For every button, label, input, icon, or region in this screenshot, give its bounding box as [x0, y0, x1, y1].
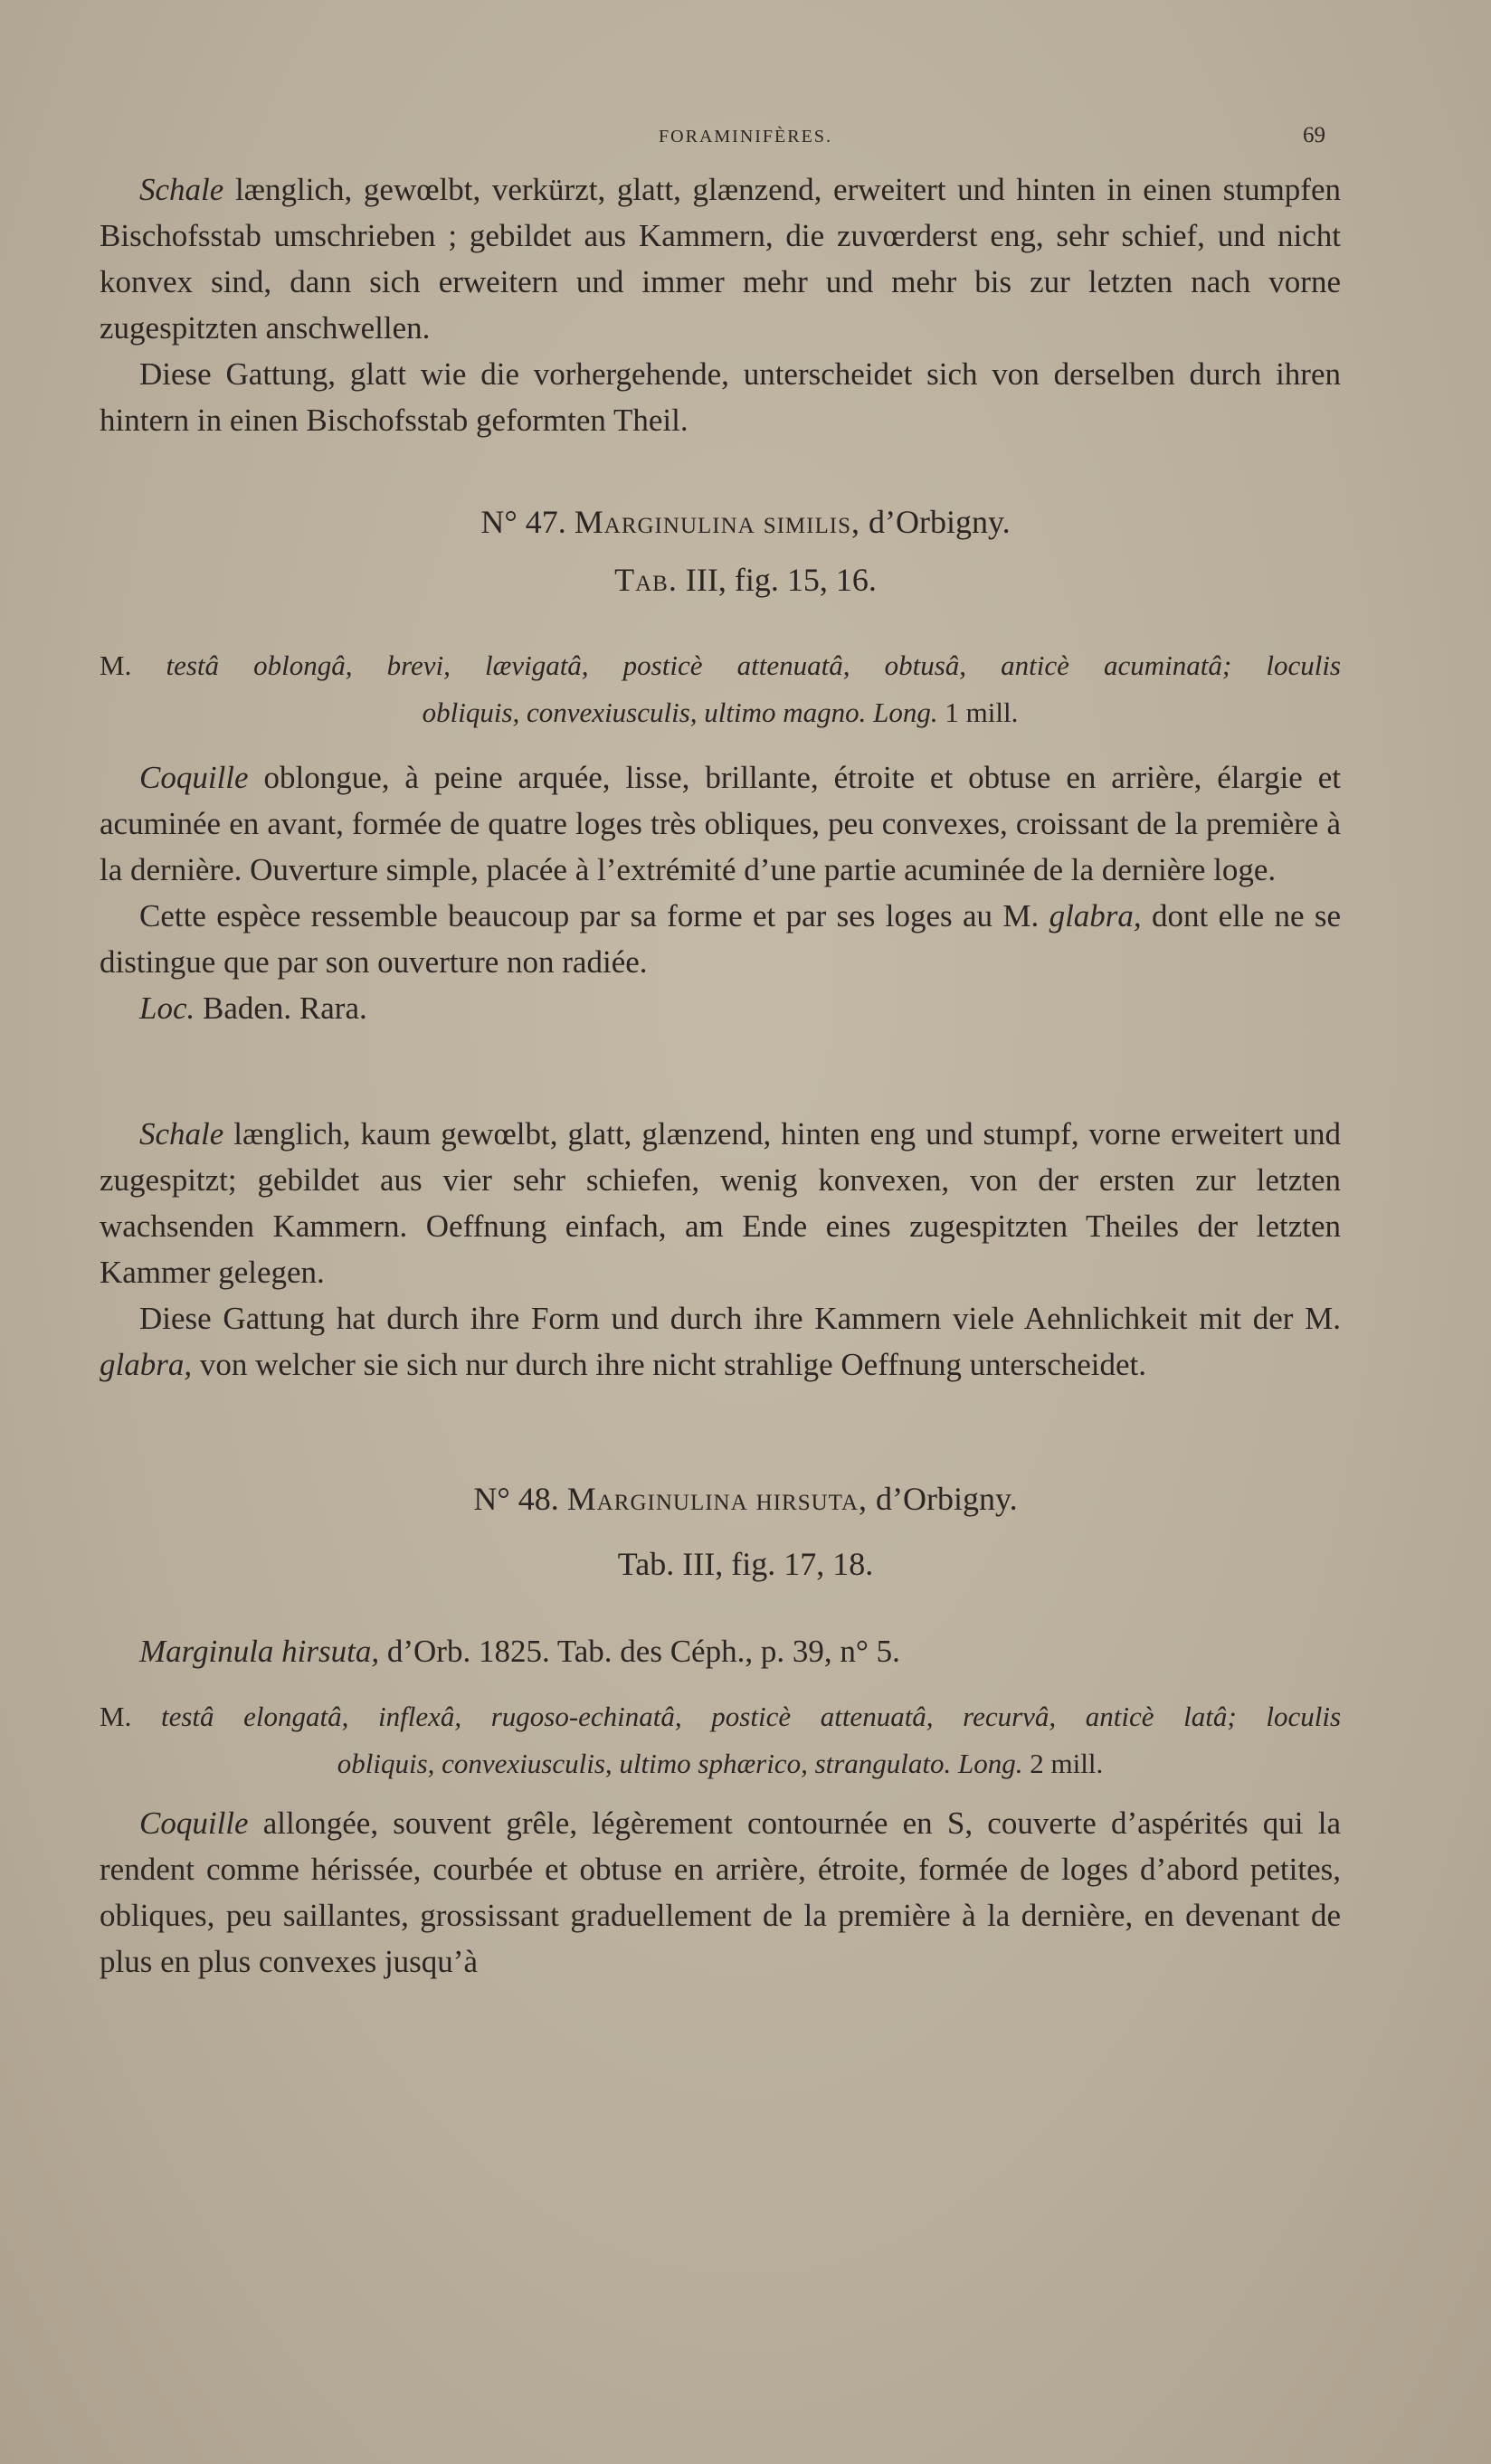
- species-47-fr-paragraph-1: [100, 754, 1341, 893]
- species-48-fr-paragraph-1: [100, 1800, 1341, 1985]
- species-48-genus: Marginulina: [566, 1481, 748, 1517]
- species-47-de-paragraph-1: [100, 1111, 1341, 1295]
- schale-word: Schale: [139, 1116, 224, 1151]
- genus-description-text: længlich, gewœlbt, verkürzt, glatt, glænzend, erweitert und hinten in einen stumpfen Bischofsstab umschrieben ; gebildet aus Kammern, die zuvœrderst eng, sehr schief, und nicht konvex sind, dann sich erweitern und immer mehr und mehr bis zur letzten nach vorne zugespitzten anschwellen.: [100, 172, 1341, 346]
- species-47-de-paragraph-2: [100, 1295, 1341, 1388]
- schale-word: Schale: [139, 172, 224, 207]
- species-47-fr-text-2b: dont elle ne se distingue que par son ouverture non radiée.: [100, 898, 1341, 980]
- species-48-synonym-line: [100, 1628, 1341, 1674]
- species-48-diagnosis-line-1: [100, 1693, 1341, 1740]
- species-47-diag-m: M.: [100, 649, 132, 681]
- species-48-french-description: [100, 1800, 1341, 1985]
- species-48-synonymy: [100, 1628, 1341, 1674]
- species-48-diagnosis-line-2: [100, 1740, 1341, 1787]
- species-47-fr-text-2a: Cette espèce ressemble beaucoup par sa forme et par ses loges au M.: [139, 898, 1040, 933]
- species-47-number: N° 47.: [480, 504, 566, 540]
- species-47-de-text-2a: Diese Gattung hat durch ihre Form und durch ihre Kammern viele Aehnlichkeit mit der M.: [139, 1301, 1341, 1336]
- species-48-diagnosis: [100, 1693, 1341, 1787]
- page-number: 69: [1303, 123, 1325, 147]
- species-47-diag-text-1: testâ oblongâ, brevi, lævigatâ, posticè attenuatâ, obtusâ, anticè acuminatâ; loculis: [166, 649, 1341, 681]
- species-48-number: N° 48.: [473, 1481, 559, 1517]
- genus-description-paragraph: [100, 166, 1341, 351]
- species-47-de-text-1: længlich, kaum gewœlbt, glatt, glænzend, hinten eng und stumpf, vorne erweitert und zugespitzt; gebildet aus vier sehr schiefen, wenig konvexen, von der ersten zur letzten wachsenden Kammern. Oeffnung einfach, am Ende eines zugespitzten Theiles der letzten Kammer gelegen.: [100, 1116, 1341, 1290]
- running-title: FORAMINIFÈRES.: [659, 127, 832, 147]
- genus-description-german: [100, 166, 1341, 443]
- species-47-diagnosis: [100, 642, 1341, 736]
- species-47-german-description: [100, 1111, 1341, 1388]
- species-47-diag-size: 1 mill.: [945, 697, 1019, 728]
- species-48-diag-size: 2 mill.: [1030, 1748, 1104, 1779]
- species-47-diagnosis-line-1: [100, 642, 1341, 689]
- species-48-species: hirsuta,: [755, 1481, 869, 1517]
- species-48-plate-reference: Tab. III, fig. 17, 18.: [617, 1546, 874, 1582]
- species-47-french-description: [100, 754, 1341, 1031]
- locality-label: Loc.: [139, 990, 195, 1026]
- species-47-de-text-2b: von welcher sie sich nur durch ihre nicht strahlige Oeffnung unterscheidet.: [192, 1347, 1146, 1382]
- species-48-diag-text-2: obliquis, convexiusculis, ultimo sphærico, strangulato. Long.: [337, 1748, 1023, 1779]
- species-47-fr-glabra: glabra,: [1049, 898, 1142, 933]
- species-47-diag-text-2: obliquis, convexiusculis, ultimo magno. Long.: [422, 697, 938, 728]
- species-47-fr-paragraph-2: [100, 893, 1341, 985]
- species-47-de-glabra: glabra,: [100, 1347, 193, 1382]
- species-47-genus: Marginulina: [574, 504, 755, 540]
- genus-comparison-paragraph: Diese Gattung, glatt wie die vorhergehende, unterscheidet sich von derselben durch ihren hintern in einen Bischofsstab geformten Theil.: [100, 356, 1341, 438]
- species-48-synonym-reference: d’Orb. 1825. Tab. des Céph., p. 39, n° 5.: [379, 1634, 900, 1669]
- species-47-locality: [100, 985, 1341, 1031]
- species-47-species: similis,: [763, 504, 860, 540]
- species-48-synonym-name: Marginula hirsuta,: [139, 1634, 380, 1669]
- species-47-tab-label: Tab.: [614, 562, 678, 598]
- locality-value: Baden. Rara.: [195, 990, 367, 1026]
- species-47-diagnosis-line-2: [100, 689, 1341, 736]
- species-48-fr-text-1: allongée, souvent grêle, légèrement contournée en S, couverte d’aspérités qui la rendent comme hérissée, courbée et obtuse en arrière, étroite, formée de loges d’abord petites, obliques, peu saillantes, grossissant graduellement de la première à la dernière, en devenant de plus en plus convexes jusqu’à: [100, 1805, 1341, 1979]
- coquille-word: Coquille: [139, 1805, 249, 1841]
- species-47-author: d’Orbigny.: [869, 504, 1011, 540]
- species-48-diag-text-1: testâ elongatâ, inflexâ, rugoso-echinatâ, posticè attenuatâ, recurvâ, anticè latâ; loculis: [160, 1701, 1342, 1732]
- species-48-heading: [0, 1480, 1491, 1518]
- species-47-tab-rest: III, fig. 15, 16.: [685, 562, 877, 598]
- species-47-heading: [0, 503, 1491, 541]
- coquille-word: Coquille: [139, 760, 249, 795]
- species-48-diag-m: M.: [100, 1701, 132, 1732]
- species-47-plate-reference: [0, 561, 1491, 599]
- species-47-fr-text-1: oblongue, à peine arquée, lisse, brillante, étroite et obtuse en arrière, élargie et acuminée en avant, formée de quatre loges très obliques, peu convexes, croissant de la première à la dernière. Ouverture simple, placée à l’extrémité d’une partie acuminée de la dernière loge.: [100, 760, 1341, 887]
- species-48-author: d’Orbigny.: [876, 1481, 1018, 1517]
